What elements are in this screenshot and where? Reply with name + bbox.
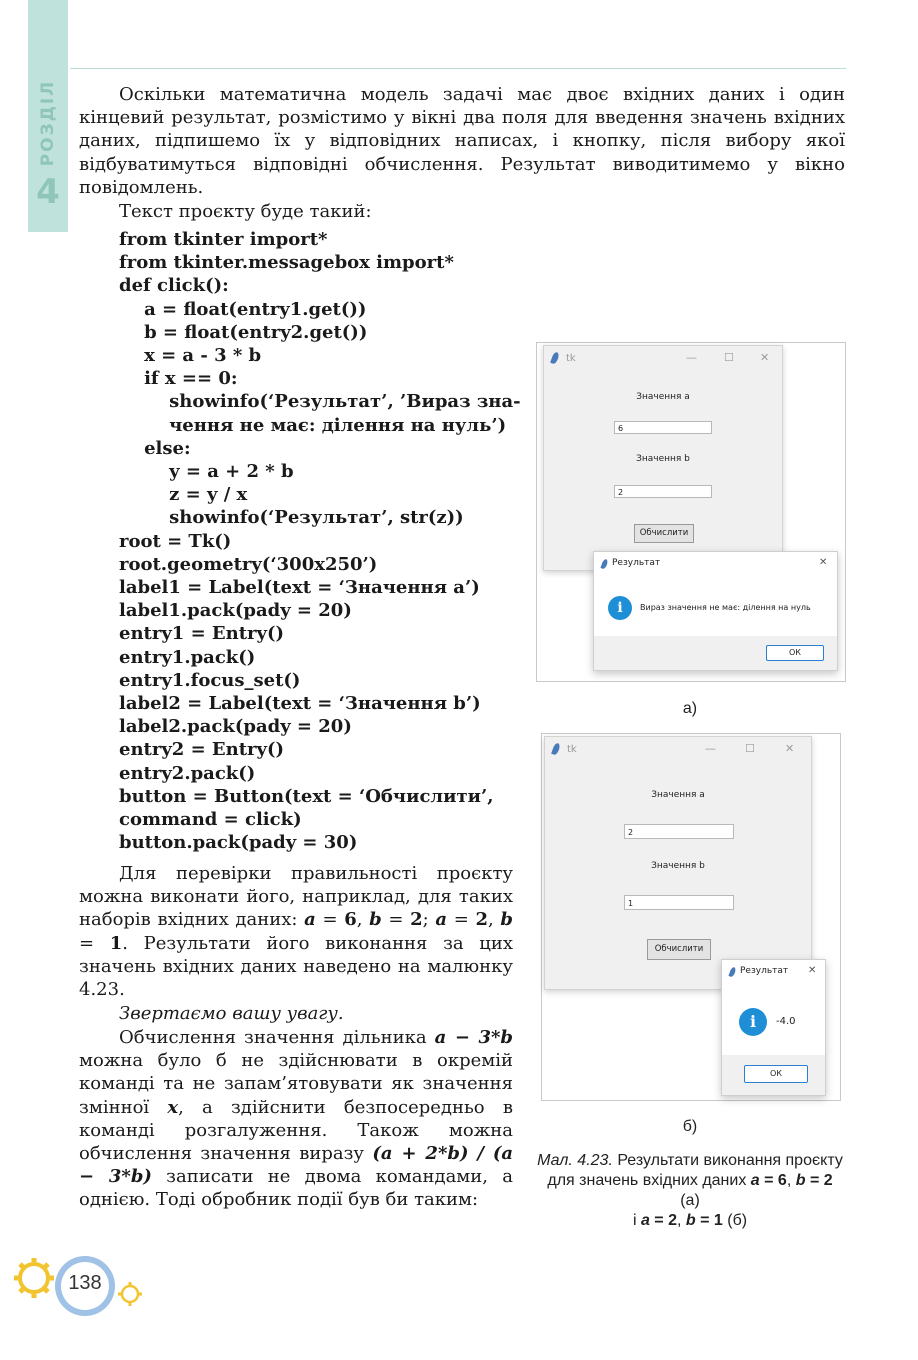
close-button[interactable]: ✕ bbox=[760, 351, 770, 364]
code-line: def click(): bbox=[119, 275, 229, 297]
feather-icon bbox=[728, 966, 736, 977]
gear-icon bbox=[14, 1258, 54, 1298]
titlebar bbox=[545, 737, 811, 763]
dialog-footer bbox=[722, 1055, 825, 1095]
code-line: showinfo(‘Результат’, ’Вираз зна- bbox=[119, 391, 521, 413]
ok-button[interactable]: ОК bbox=[744, 1065, 808, 1083]
figure-a-letter: а) bbox=[682, 700, 698, 717]
minimize-button[interactable]: — bbox=[686, 351, 697, 364]
feather-icon bbox=[551, 742, 561, 755]
window-title: tk bbox=[566, 353, 576, 364]
figure-b-letter: б) bbox=[682, 1118, 698, 1135]
code-line: z = y / x bbox=[119, 484, 248, 506]
code-line: command = click) bbox=[119, 809, 302, 831]
result-dialog-b bbox=[721, 959, 826, 1096]
code-line: b = float(entry2.get()) bbox=[119, 321, 368, 343]
feather-icon bbox=[550, 351, 560, 364]
window-title: tk bbox=[567, 744, 577, 755]
code-line: x = a - 3 * b bbox=[119, 345, 262, 367]
gear-icon bbox=[118, 1282, 142, 1306]
dialog-message: Вираз значення не має: ділення на нуль bbox=[640, 603, 811, 612]
check-paragraph: Для перевірки правильності проєкту можна виконати його, наприклад, для таких наборів вхідних даних: a = 6, b = 2; a = 2, b = 1. Результати його виконання за цих значень вхідних даних наведено на малюнку 4.23. bbox=[79, 863, 514, 1001]
code-line: else: bbox=[119, 437, 191, 459]
header-rule bbox=[70, 68, 846, 69]
chapter-word: РОЗДІЛ bbox=[38, 79, 58, 167]
intro-paragraph: Оскільки математична модель задачі має двоє вхідних даних і один кінцевий результат, розмістимо у вікні два поля для введення значень вхідних даних, підпишемо їх у відповідних написах, і кнопку, після вибору якої відбуватимуться відповідні обчислення. Результат виводитимемо у вікно повідомлень. bbox=[79, 84, 845, 198]
code-line: label1.pack(pady = 20) bbox=[119, 600, 352, 622]
tk-window-a bbox=[543, 345, 783, 571]
calculate-button[interactable]: Обчислити bbox=[647, 939, 711, 960]
calculate-button[interactable]: Обчислити bbox=[634, 524, 694, 543]
minimize-button[interactable]: — bbox=[705, 742, 716, 755]
attention-note: Звертаємо вашу увагу. bbox=[119, 1003, 344, 1024]
code-line: label1 = Label(text = ‘Значення a’) bbox=[119, 577, 480, 599]
code-line: root = Tk() bbox=[119, 530, 232, 552]
code-line: if x == 0: bbox=[119, 368, 238, 390]
label-b: Значення b bbox=[636, 454, 690, 464]
info-icon: i bbox=[739, 1008, 767, 1036]
feather-icon bbox=[600, 558, 608, 569]
entry-a[interactable]: 6 bbox=[614, 421, 712, 434]
code-line: from tkinter import* bbox=[119, 229, 328, 250]
close-button[interactable]: ✕ bbox=[785, 742, 795, 755]
dialog-title: Результат bbox=[740, 966, 789, 976]
code-line: from tkinter.messagebox import* bbox=[119, 252, 454, 274]
code-line: entry1.focus_set() bbox=[119, 669, 301, 691]
code-line: button = Button(text = ‘Обчислити’, bbox=[119, 785, 494, 807]
label-a: Значення a bbox=[651, 790, 705, 800]
calc-paragraph: Обчислення значення дільника a − 3*b можна було б не здійснювати в окремій команді та не запам’ятовувати як значення змінної x, а здійснити безпосередньо в команді розгалуження. Також можна обчислення значення виразу (a + 2*b) / (a − 3*b) записати не двома командами, а однією. Тоді обробник події був би таким: bbox=[79, 1027, 514, 1211]
code-line: чення не має: ділення на нуль’) bbox=[119, 414, 507, 436]
label-b: Значення b bbox=[651, 861, 705, 871]
info-icon: i bbox=[608, 596, 632, 620]
chapter-number: 4 bbox=[36, 172, 60, 212]
entry-b[interactable]: 2 bbox=[614, 485, 712, 498]
label-a: Значення a bbox=[636, 392, 690, 402]
code-line: showinfo(‘Результат’, str(z)) bbox=[119, 507, 464, 529]
page-number: 138 bbox=[68, 1272, 102, 1294]
maximize-button[interactable]: ☐ bbox=[724, 351, 734, 364]
code-line: entry2 = Entry() bbox=[119, 739, 285, 761]
entry-b[interactable]: 1 bbox=[624, 895, 734, 910]
figure-a-panel bbox=[536, 342, 846, 682]
entry-a[interactable]: 2 bbox=[624, 824, 734, 839]
tk-window-b bbox=[544, 736, 812, 990]
code-line: entry1.pack() bbox=[119, 646, 256, 668]
code-line: a = float(entry1.get()) bbox=[119, 298, 367, 320]
code-line: root.geometry(‘300x250’) bbox=[119, 553, 378, 575]
dialog-close-button[interactable]: ✕ bbox=[808, 965, 817, 976]
figure-caption: Мал. 4.23. Результати виконання проєкту для значень вхідних даних a = 6, b = 2 (а) і a = 2, b = 1 (б) bbox=[537, 1152, 843, 1229]
maximize-button[interactable]: ☐ bbox=[745, 742, 755, 755]
code-listing bbox=[119, 228, 519, 854]
code-line: label2.pack(pady = 20) bbox=[119, 716, 352, 738]
dialog-message: -4.0 bbox=[776, 1016, 796, 1027]
dialog-close-button[interactable]: ✕ bbox=[819, 557, 828, 568]
code-line: entry1 = Entry() bbox=[119, 623, 285, 645]
dialog-footer bbox=[594, 636, 837, 670]
figure-b-panel bbox=[541, 733, 841, 1101]
dialog-title: Результат bbox=[612, 558, 661, 568]
code-line: entry2.pack() bbox=[119, 762, 256, 784]
result-dialog-a bbox=[593, 551, 838, 671]
titlebar bbox=[544, 346, 782, 372]
code-line: label2 = Label(text = ‘Значення b’) bbox=[119, 693, 481, 715]
code-line: y = a + 2 * b bbox=[119, 461, 294, 483]
code-intro-line: Текст проєкту буде такий: bbox=[119, 201, 372, 222]
ok-button[interactable]: ОК bbox=[766, 645, 824, 661]
code-line: button.pack(pady = 30) bbox=[119, 832, 358, 854]
